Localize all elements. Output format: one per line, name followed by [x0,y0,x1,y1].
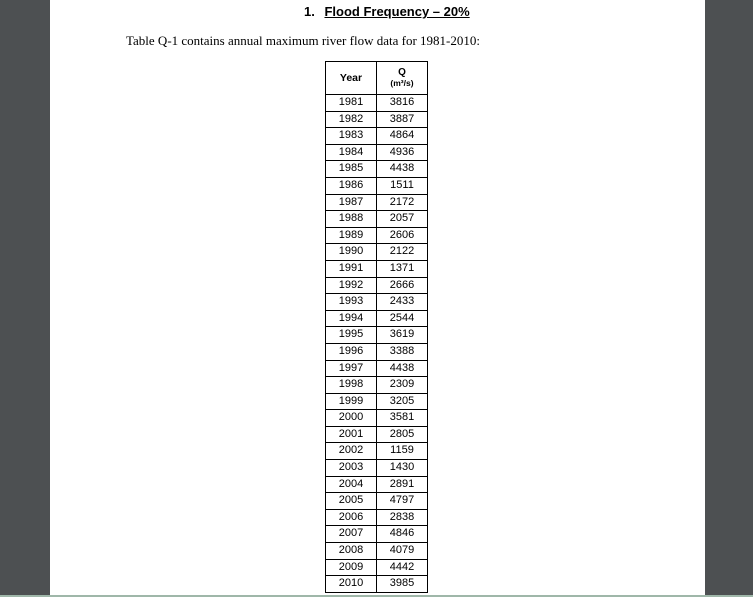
year-cell: 1984 [326,144,377,161]
year-cell: 1982 [326,111,377,128]
flow-cell: 4438 [377,161,428,178]
table-row [326,377,428,394]
header-q-unit: (m³/s) [390,78,414,88]
year-cell: 1987 [326,194,377,211]
table-row [326,543,428,560]
table-row [326,343,428,360]
flow-cell: 4846 [377,526,428,543]
year-cell: 1994 [326,310,377,327]
flow-cell: 4438 [377,360,428,377]
flow-cell: 3816 [377,95,428,112]
flow-cell: 4797 [377,493,428,510]
table-row [326,211,428,228]
flow-cell: 1430 [377,460,428,477]
table-row [326,277,428,294]
flow-cell: 4864 [377,128,428,145]
flow-cell: 3581 [377,410,428,427]
year-cell: 2007 [326,526,377,543]
year-cell: 2003 [326,460,377,477]
table-row [326,327,428,344]
flow-cell: 2544 [377,310,428,327]
flow-cell: 2433 [377,294,428,311]
table-row [326,360,428,377]
table-row [326,244,428,261]
year-cell: 1997 [326,360,377,377]
document-page [50,0,705,597]
table-row [326,526,428,543]
year-cell: 1985 [326,161,377,178]
intro-paragraph: Table Q-1 contains annual maximum river flow data for 1981-2010: [126,33,480,48]
year-cell: 1996 [326,343,377,360]
year-cell: 2006 [326,509,377,526]
year-cell: 1998 [326,377,377,394]
year-cell: 1992 [326,277,377,294]
table-row [326,260,428,277]
table-row [326,144,428,161]
year-cell: 2002 [326,443,377,460]
table-row [326,410,428,427]
flow-cell: 2606 [377,227,428,244]
flow-cell: 2122 [377,244,428,261]
table-row [326,310,428,327]
year-cell: 1995 [326,327,377,344]
year-cell: 2010 [326,576,377,593]
year-cell: 1999 [326,393,377,410]
flow-cell: 2805 [377,426,428,443]
table-row [326,111,428,128]
year-cell: 1983 [326,128,377,145]
flow-cell: 3887 [377,111,428,128]
table-row [326,227,428,244]
table-row [326,509,428,526]
table-row [326,95,428,112]
section-heading [304,4,470,19]
year-cell: 2004 [326,476,377,493]
year-cell: 2008 [326,543,377,560]
table-row [326,177,428,194]
flow-cell: 2172 [377,194,428,211]
flow-cell: 3985 [377,576,428,593]
year-cell: 1986 [326,177,377,194]
table-row [326,161,428,178]
year-cell: 1990 [326,244,377,261]
table-row [326,426,428,443]
table-header-row [326,62,428,95]
year-cell: 2000 [326,410,377,427]
table-row [326,294,428,311]
flow-cell: 2891 [377,476,428,493]
header-q-label: Q [398,67,406,78]
table-row [326,128,428,145]
year-cell: 1993 [326,294,377,311]
flow-cell: 3619 [377,327,428,344]
table-row [326,559,428,576]
year-cell: 2009 [326,559,377,576]
table-row [326,443,428,460]
year-cell: 1988 [326,211,377,228]
year-cell: 1981 [326,95,377,112]
flow-cell: 2057 [377,211,428,228]
year-cell: 1989 [326,227,377,244]
table-row [326,393,428,410]
flow-cell: 1371 [377,260,428,277]
flow-cell: 2838 [377,509,428,526]
table-body [326,95,428,593]
flow-cell: 4079 [377,543,428,560]
table-row [326,476,428,493]
flow-cell: 2666 [377,277,428,294]
flow-cell: 3205 [377,393,428,410]
flow-cell: 3388 [377,343,428,360]
table-row [326,194,428,211]
flow-cell: 4442 [377,559,428,576]
header-year: Year [326,62,377,95]
year-cell: 2005 [326,493,377,510]
header-q [377,62,428,95]
flow-cell: 2309 [377,377,428,394]
table-row [326,460,428,477]
river-flow-table [325,61,428,593]
year-cell: 1991 [326,260,377,277]
section-number: 1. [304,4,315,19]
flow-cell: 1511 [377,177,428,194]
flow-cell: 1159 [377,443,428,460]
section-title: Flood Frequency – 20% [324,4,470,19]
flow-cell: 4936 [377,144,428,161]
year-cell: 2001 [326,426,377,443]
table-row [326,493,428,510]
table-row [326,576,428,593]
